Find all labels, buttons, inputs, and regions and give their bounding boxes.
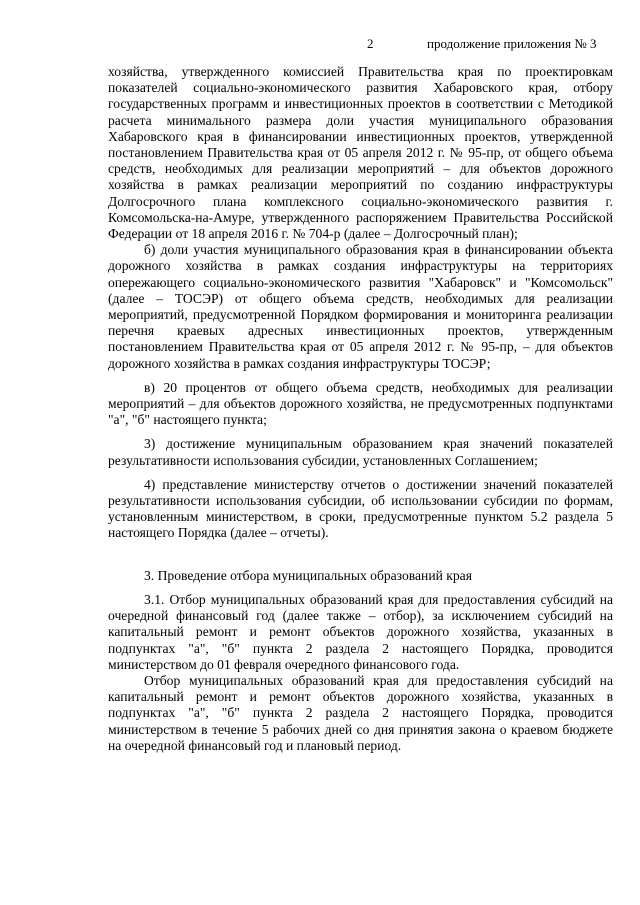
paragraph-continued: хозяйства, утвержденного комиссией Правительства края по проектировкам показателей социально-экономического развития Хабаровского края, отбору государственных программ и инвестиционных проектов в соответствии с Методикой расчета минимального размера доли участия муниципального образования Хабаровского края в финансировании инвестиционных проектов, утвержденной постановлением Правительства края от 05 апреля 2012 г. № 95-пр, от общего объема средств, необходимых для реализации мероприятий – для объектов дорожного хозяйства в рамках реализации мероприятий по созданию инфраструктуры Долгосрочного плана комплексного социально-экономического развития г. Комсомольска-на-Амуре, утвержденного распоряжением Правительства Российской Федерации от 18 апреля 2016 г. № 704-р (далее – Долгосрочный план); (108, 64, 613, 242)
paragraph-item-4: 4) представление министерству отчетов о достижении значений показателей результативности использования субсидии, об использовании субсидии по формам, установленным министерством, в сроки, предусмотренные пунктом 5.2 раздела 5 настоящего Порядка (далее – отчеты). (108, 476, 613, 541)
paragraph-item-v: в) 20 процентов от общего объема средств, необходимых для реализации мероприятий – для объектов дорожного хозяйства, не предусмотренных подпунктами "а", "б" настоящего пункта; (108, 379, 613, 428)
page-number: 2 (367, 36, 374, 51)
paragraph-selection-repair: Отбор муниципальных образований края для предоставления субсидий на капитальный ремонт и ремонт объектов дорожного хозяйства, указанных в подпунктах "а", "б" пункта 2 раздела 2 настоящего Порядка, проводится министерством в течение 5 рабочих дней со дня принятия закона о краевом бюджете на очередной финансовый год и плановый период. (108, 672, 613, 753)
section-title: 3. Проведение отбора муниципальных образований края (144, 567, 472, 583)
paragraph-item-3: 3) достижение муниципальным образованием края значений показателей результативности использования субсидии, установленных Соглашением; (108, 436, 613, 468)
paragraph-item-b: б) доли участия муниципального образования края в финансировании объекта дорожного хозяйства в рамках создания инфраструктуры на территориях опережающего социально-экономического развития "Хабаровск" и "Комсомольск" (далее – ТОСЭР) от общего объема средств, необходимых для реализации мероприятий, предусмотренной Порядком формирования и мониторинга реализации перечня краевых адресных инвестиционных проектов, утвержденным постановлением Правительства края от 05 апреля 2012 г. № 95-пр, – для объектов дорожного хозяйства в рамках создания инфраструктуры ТОСЭР; (108, 242, 613, 371)
paragraph-3-1: 3.1. Отбор муниципальных образований края для предоставления субсидий на очередной финансовый год (далее также – отбор), за исключением субсидий на капитальный ремонт и ремонт объектов дорожного хозяйства, указанных в подпунктах "а", "б" пункта 2 раздела 2 настоящего Порядка, проводится министерством до 01 февраля очередного финансового года. (108, 591, 613, 672)
appendix-continuation-note: продолжение приложения № 3 (427, 36, 597, 51)
document-body (108, 64, 613, 754)
